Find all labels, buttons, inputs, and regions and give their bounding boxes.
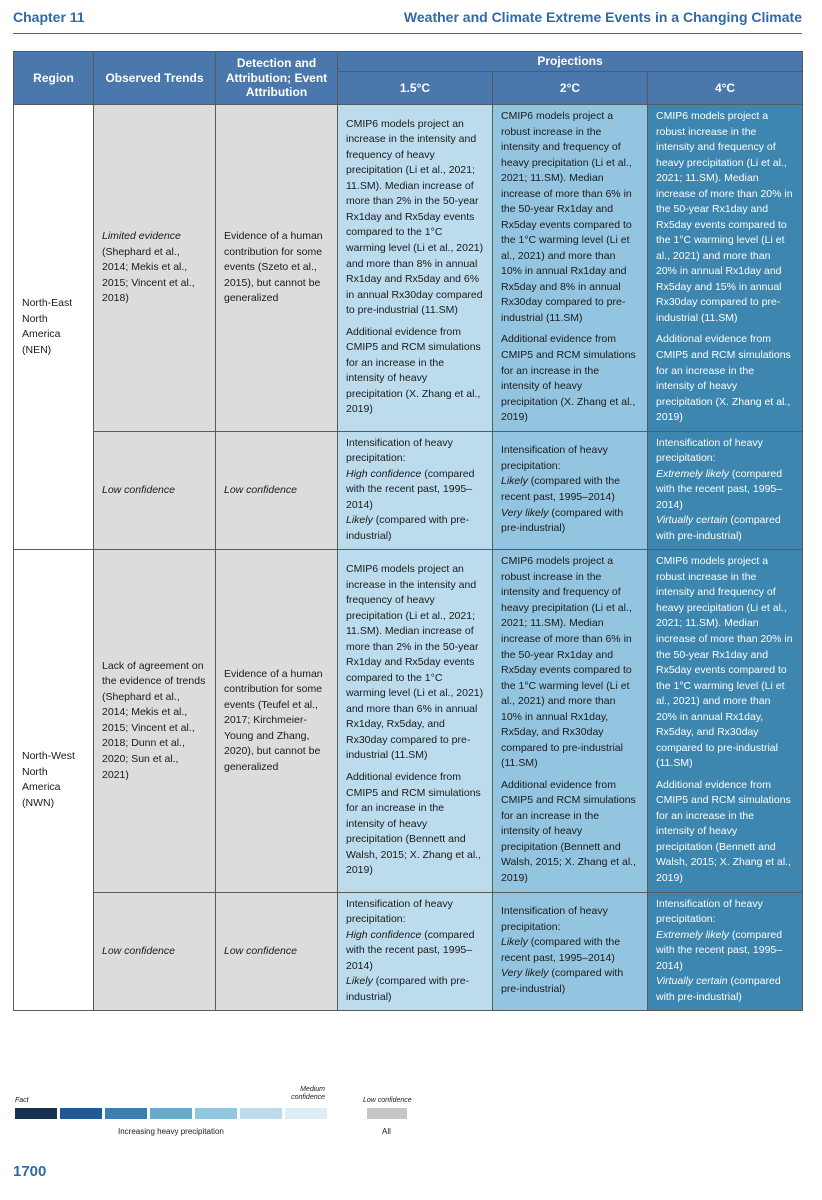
projection-text: CMIP6 models project a robust increase in the intensity and frequency of heavy precipitation (Li et al., 2021; 11.SM). Median increase of more than 20% in the 50-year Rx1day and Rx5day events compared to the 1°C warming level (Li et al., 2021) and more than 20% in annual Rx1day, Rx5day, and Rx30day compared to pre-industrial (11.SM) xyxy=(656,555,793,770)
confidence-term: Likely xyxy=(346,514,373,527)
legend-swatch xyxy=(285,1108,327,1119)
projection-intro: Intensification of heavy precipitation: xyxy=(346,436,453,465)
observed-trends-cell: Low confidence xyxy=(94,431,216,550)
synthesis-table xyxy=(13,51,803,1011)
legend-fact-label: Fact xyxy=(15,1097,29,1104)
legend-swatch xyxy=(195,1108,237,1119)
legend-increasing-label: Increasing heavy precipitation xyxy=(118,1127,224,1136)
projection-text: (compared with the recent past, 1995–2014) xyxy=(346,467,475,511)
projection-4c-cell xyxy=(648,892,803,1011)
header-4c: 4°C xyxy=(648,72,803,105)
projection-text: (compared with the recent past, 1995–2014) xyxy=(501,936,621,964)
projection-4c-cell xyxy=(648,550,803,892)
legend-swatch xyxy=(150,1108,192,1119)
projection-1-5c-cell xyxy=(338,105,493,432)
header-2c: 2°C xyxy=(493,72,648,105)
projection-text: CMIP6 models project a robust increase in the intensity and frequency of heavy precipitation (Li et al., 2021; 11.SM). Median increase of more than 20% in the 50-year Rx1day and Rx5day events compared to the 1°C warming level (Li et al., 2021) and more than 20% in annual Rx1day and Rx5day and 15% in annual Rx30day compared to pre-industrial (11.SM) xyxy=(656,110,793,324)
projection-text: CMIP6 models project a robust increase in the intensity and frequency of heavy precipitation (Li et al., 2021; 11.SM). Median increase of more than 6% in the 50-year Rx1day and Rx5day events compared to the 1°C warming level (Li et al., 2021) and more than 10% in annual Rx1day, Rx5day, and Rx30day compared to pre-industrial (11.SM) xyxy=(501,555,632,770)
confidence-term: Likely xyxy=(346,975,373,988)
table-row xyxy=(14,105,803,432)
projection-1-5c-cell xyxy=(338,892,493,1011)
table-row xyxy=(14,431,803,550)
confidence-term: High confidence xyxy=(346,467,422,480)
observed-text: (Shephard et al., 2014; Mekis et al., 2015; Vincent et al., 2018) xyxy=(102,245,195,305)
observed-trends-cell xyxy=(94,105,216,432)
detection-cell: Evidence of a human contribution for some events (Teufel et al., 2017; Kirchmeier-Young and Zhang, 2020), but cannot be generalized xyxy=(216,550,338,892)
projection-text: Additional evidence from CMIP5 and RCM simulations for an increase in the intensity of heavy precipitation (Bennett and Walsh, 2015; X. Zhang et al., 2019) xyxy=(346,771,482,877)
projection-text: CMIP6 models project a robust increase in the intensity and frequency of heavy precipitation (Li et al., 2021; 11.SM). Median increase of more than 6% in the 50-year Rx1day and Rx5day events compared to the 1°C warming level (Li et al., 2021) and more than 10% in annual Rx1day and Rx5day and 8% in annual Rx30day compared to pre-industrial (11.SM) xyxy=(501,110,632,324)
projection-text: (compared with the recent past, 1995–2014) xyxy=(346,928,475,972)
projection-2c-cell xyxy=(493,431,648,550)
header-rule xyxy=(13,33,802,34)
projection-text: CMIP6 models project an increase in the intensity and frequency of heavy precipitation (Li et al., 2021; 11.SM). Median increase of more than 2% in the 50-year Rx1day and Rx5day events compared to the 1°C warming level (Li et al., 2021) and more than 8% in annual Rx1day and Rx5day and 6% in annual Rx30day compared to pre-industrial (11.SM) xyxy=(346,117,484,317)
legend-swatch xyxy=(105,1108,147,1119)
confidence-term: Virtually certain xyxy=(656,975,728,988)
header-observed-trends: Observed Trends xyxy=(94,52,216,105)
legend-swatch xyxy=(15,1108,57,1119)
confidence-term: High confidence xyxy=(346,928,422,941)
observed-trends-cell: Low confidence xyxy=(94,892,216,1011)
confidence-term: Virtually certain xyxy=(656,514,728,527)
projection-intro: Intensification of heavy precipitation: xyxy=(346,897,453,926)
confidence-term: Extremely likely xyxy=(656,467,729,480)
projection-text: Additional evidence from CMIP5 and RCM simulations for an increase in the intensity of heavy precipitation (X. Zhang et al., 2019) xyxy=(656,333,791,424)
projection-text: (compared with pre-industrial) xyxy=(656,514,781,542)
projection-2c-cell xyxy=(493,550,648,892)
projection-1-5c-cell xyxy=(338,550,493,892)
table-row xyxy=(14,892,803,1011)
projection-text: (compared with pre-industrial) xyxy=(346,514,470,542)
projection-text: Additional evidence from CMIP5 and RCM simulations for an increase in the intensity of heavy precipitation (X. Zhang et al., 2019) xyxy=(346,325,481,416)
projection-text: (compared with pre-industrial) xyxy=(501,506,624,535)
page-number: 1700 xyxy=(13,1163,47,1180)
table-row xyxy=(14,550,803,892)
detection-cell: Evidence of a human contribution for some events (Szeto et al., 2015), but cannot be generalized xyxy=(216,105,338,432)
detection-cell: Low confidence xyxy=(216,892,338,1011)
observed-trends-cell: Lack of agreement on the evidence of trends (Shephard et al., 2014; Mekis et al., 2015; Vincent et al., 2018; Dunn et al., 2020; Sun et al., 2021) xyxy=(94,550,216,892)
detection-cell: Low confidence xyxy=(216,431,338,550)
projection-text: Additional evidence from CMIP5 and RCM simulations for an increase in the intensity of heavy precipitation (X. Zhang et al., 2019) xyxy=(501,333,636,424)
projection-1-5c-cell xyxy=(338,431,493,550)
projection-4c-cell xyxy=(648,431,803,550)
header-1-5c: 1.5°C xyxy=(338,72,493,105)
legend-all-label: All xyxy=(382,1127,391,1136)
projection-4c-cell xyxy=(648,105,803,432)
confidence-term: Extremely likely xyxy=(656,928,729,941)
header-region: Region xyxy=(14,52,94,105)
legend-medium-label: Medium confidence xyxy=(291,1086,325,1102)
projection-text: (compared with the recent past, 1995–2014) xyxy=(656,467,783,511)
projection-text: Additional evidence from CMIP5 and RCM simulations for an increase in the intensity of heavy precipitation (Bennett and Walsh, 2015; X. Zhang et al., 2019) xyxy=(501,778,637,884)
chapter-title: Weather and Climate Extreme Events in a Changing Climate xyxy=(403,9,802,25)
projection-intro: Intensification of heavy precipitation: xyxy=(656,436,763,465)
confidence-term: Very likely xyxy=(501,506,549,519)
observed-emphasis: Limited evidence xyxy=(102,229,181,242)
confidence-legend xyxy=(13,1086,413,1146)
legend-swatch xyxy=(240,1108,282,1119)
legend-swatch xyxy=(367,1108,407,1119)
region-nwn: North-West North America (NWN) xyxy=(14,550,94,1011)
projection-intro: Intensification of heavy precipitation: xyxy=(501,444,608,472)
projection-text: Additional evidence from CMIP5 and RCM simulations for an increase in the intensity of heavy precipitation (Bennett and Walsh, 2015; X. Zhang et al., 2019) xyxy=(656,778,792,884)
projection-text: (compared with pre-industrial) xyxy=(346,975,470,1003)
projection-text: (compared with pre-industrial) xyxy=(501,967,624,995)
projection-text: CMIP6 models project an increase in the intensity and frequency of heavy precipitation (Li et al., 2021; 11.SM). Median increase of more than 2% in the 50-year Rx1day and Rx5day events compared to the 1°C warming level (Li et al., 2021) and more than 6% in annual Rx1day, Rx5day, and Rx30day compared to pre-industrial (11.SM) xyxy=(346,563,484,762)
projection-intro: Intensification of heavy precipitation: xyxy=(501,905,608,933)
projection-text: (compared with the recent past, 1995–2014) xyxy=(501,475,621,503)
confidence-term: Very likely xyxy=(501,967,549,980)
chapter-label: Chapter 11 xyxy=(13,9,85,25)
projection-intro: Intensification of heavy precipitation: xyxy=(656,897,763,926)
legend-swatch xyxy=(60,1108,102,1119)
confidence-term: Likely xyxy=(501,936,528,949)
header-projections: Projections xyxy=(338,52,803,72)
region-nen: North-East North America (NEN) xyxy=(14,105,94,550)
projection-text: (compared with the recent past, 1995–2014) xyxy=(656,928,783,972)
projection-2c-cell xyxy=(493,892,648,1011)
projection-text: (compared with pre-industrial) xyxy=(656,975,781,1003)
projection-2c-cell xyxy=(493,105,648,432)
legend-low-label: Low confidence xyxy=(363,1097,412,1104)
confidence-term: Likely xyxy=(501,475,528,488)
header-detection-attribution: Detection and Attribution; Event Attribution xyxy=(216,52,338,105)
